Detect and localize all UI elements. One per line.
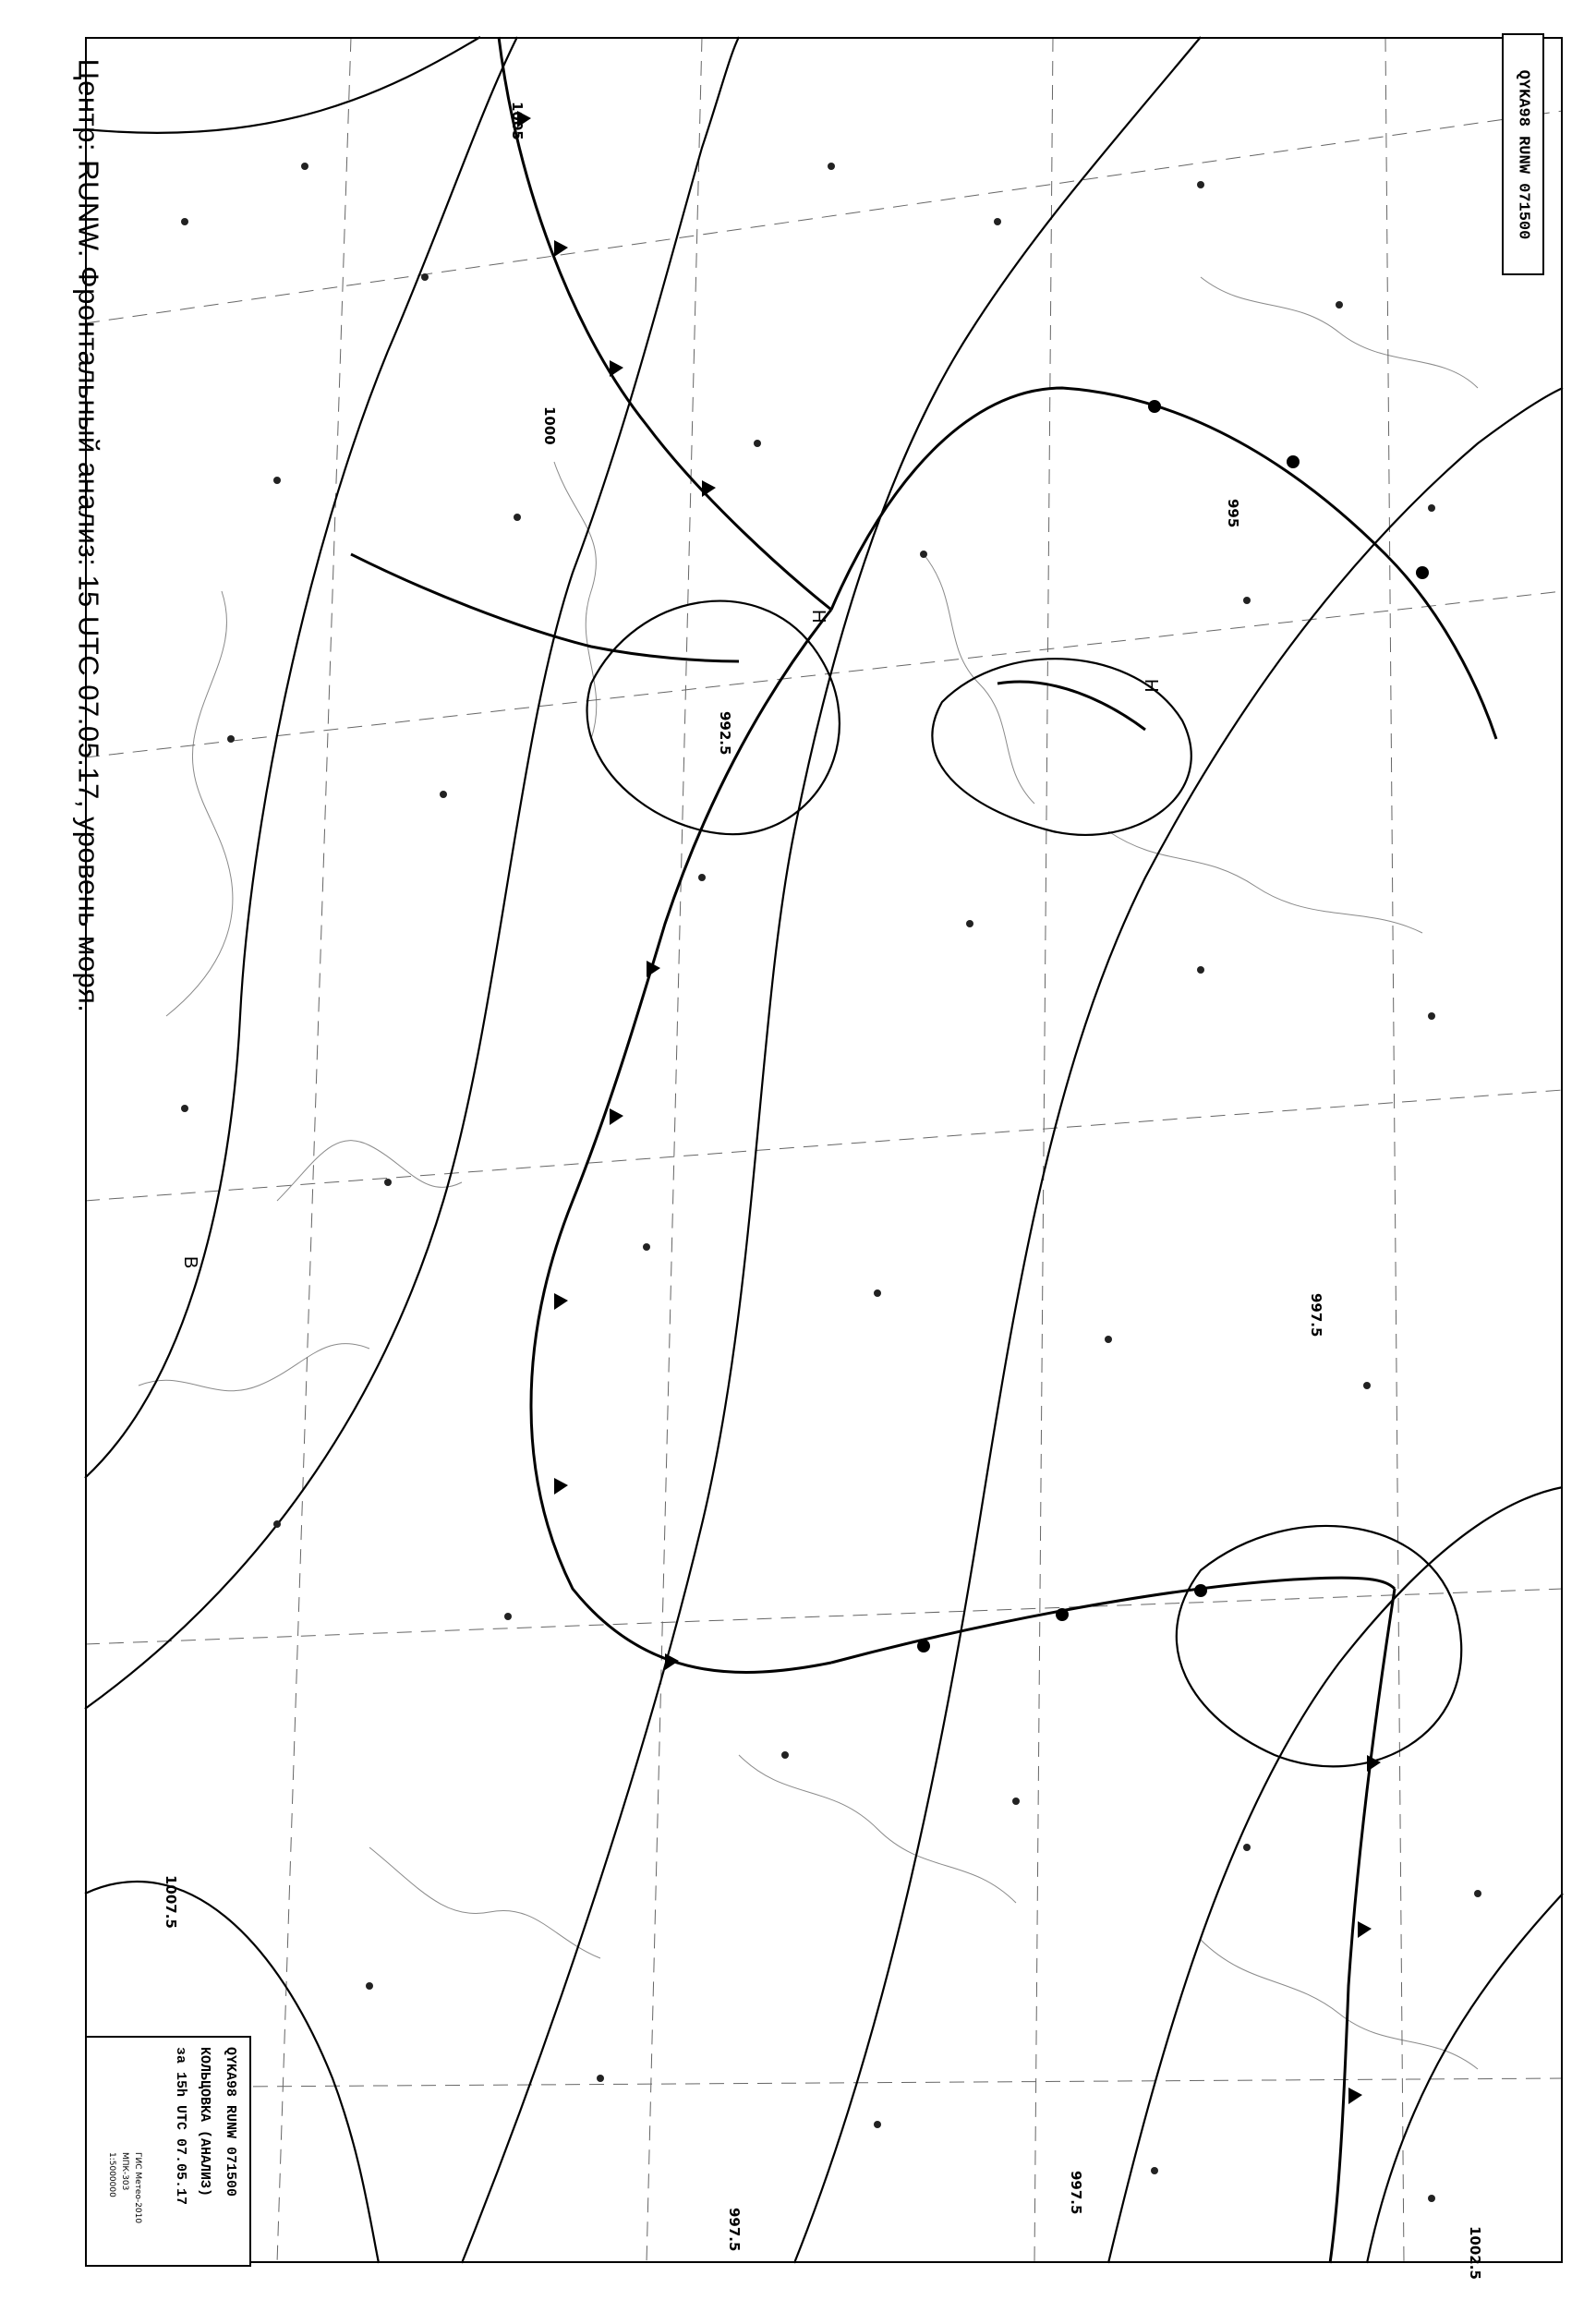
high-center: В bbox=[180, 1256, 200, 1269]
isobar-label: 995 bbox=[1225, 499, 1241, 528]
legend-product: МПК-303 bbox=[120, 2152, 129, 2191]
map-frame bbox=[85, 37, 1563, 2263]
isobar-label: 1000 bbox=[541, 406, 558, 445]
legend-code: QYKA98 RUNW 071500 bbox=[223, 2047, 238, 2197]
map-title-text: Центр: RUNW. Фронтальный анализ: 15 UTC 07.05.17, уровень моря. bbox=[72, 58, 105, 1013]
isobar-label: 997.5 bbox=[1068, 2171, 1084, 2215]
isobar-label: 992.5 bbox=[717, 711, 733, 756]
isobar-label: 1007.5 bbox=[163, 1875, 179, 1929]
legend-time: за 15h UTC 07.05.17 bbox=[173, 2047, 188, 2206]
low-center: Н bbox=[1141, 679, 1161, 693]
bulletin-code: QYKA98 RUNW 071500 bbox=[1514, 69, 1532, 239]
isobar-label: 1005 bbox=[509, 102, 526, 140]
legend-box bbox=[85, 2036, 251, 2267]
legend-software: ГИС Метео-2010 bbox=[133, 2152, 142, 2224]
low-center: Н bbox=[808, 610, 828, 623]
isobar-label: 997.5 bbox=[726, 2208, 743, 2252]
map-title bbox=[65, 37, 111, 1035]
isobar-label: 997.5 bbox=[1308, 1293, 1324, 1338]
legend-name: КОЛЬЦОВКА (АНАЛИЗ) bbox=[197, 2047, 212, 2197]
isobar-label: 1002.5 bbox=[1467, 2226, 1483, 2280]
legend-scale: 1:5000000 bbox=[107, 2152, 116, 2197]
bulletin-code-box bbox=[1502, 33, 1544, 275]
